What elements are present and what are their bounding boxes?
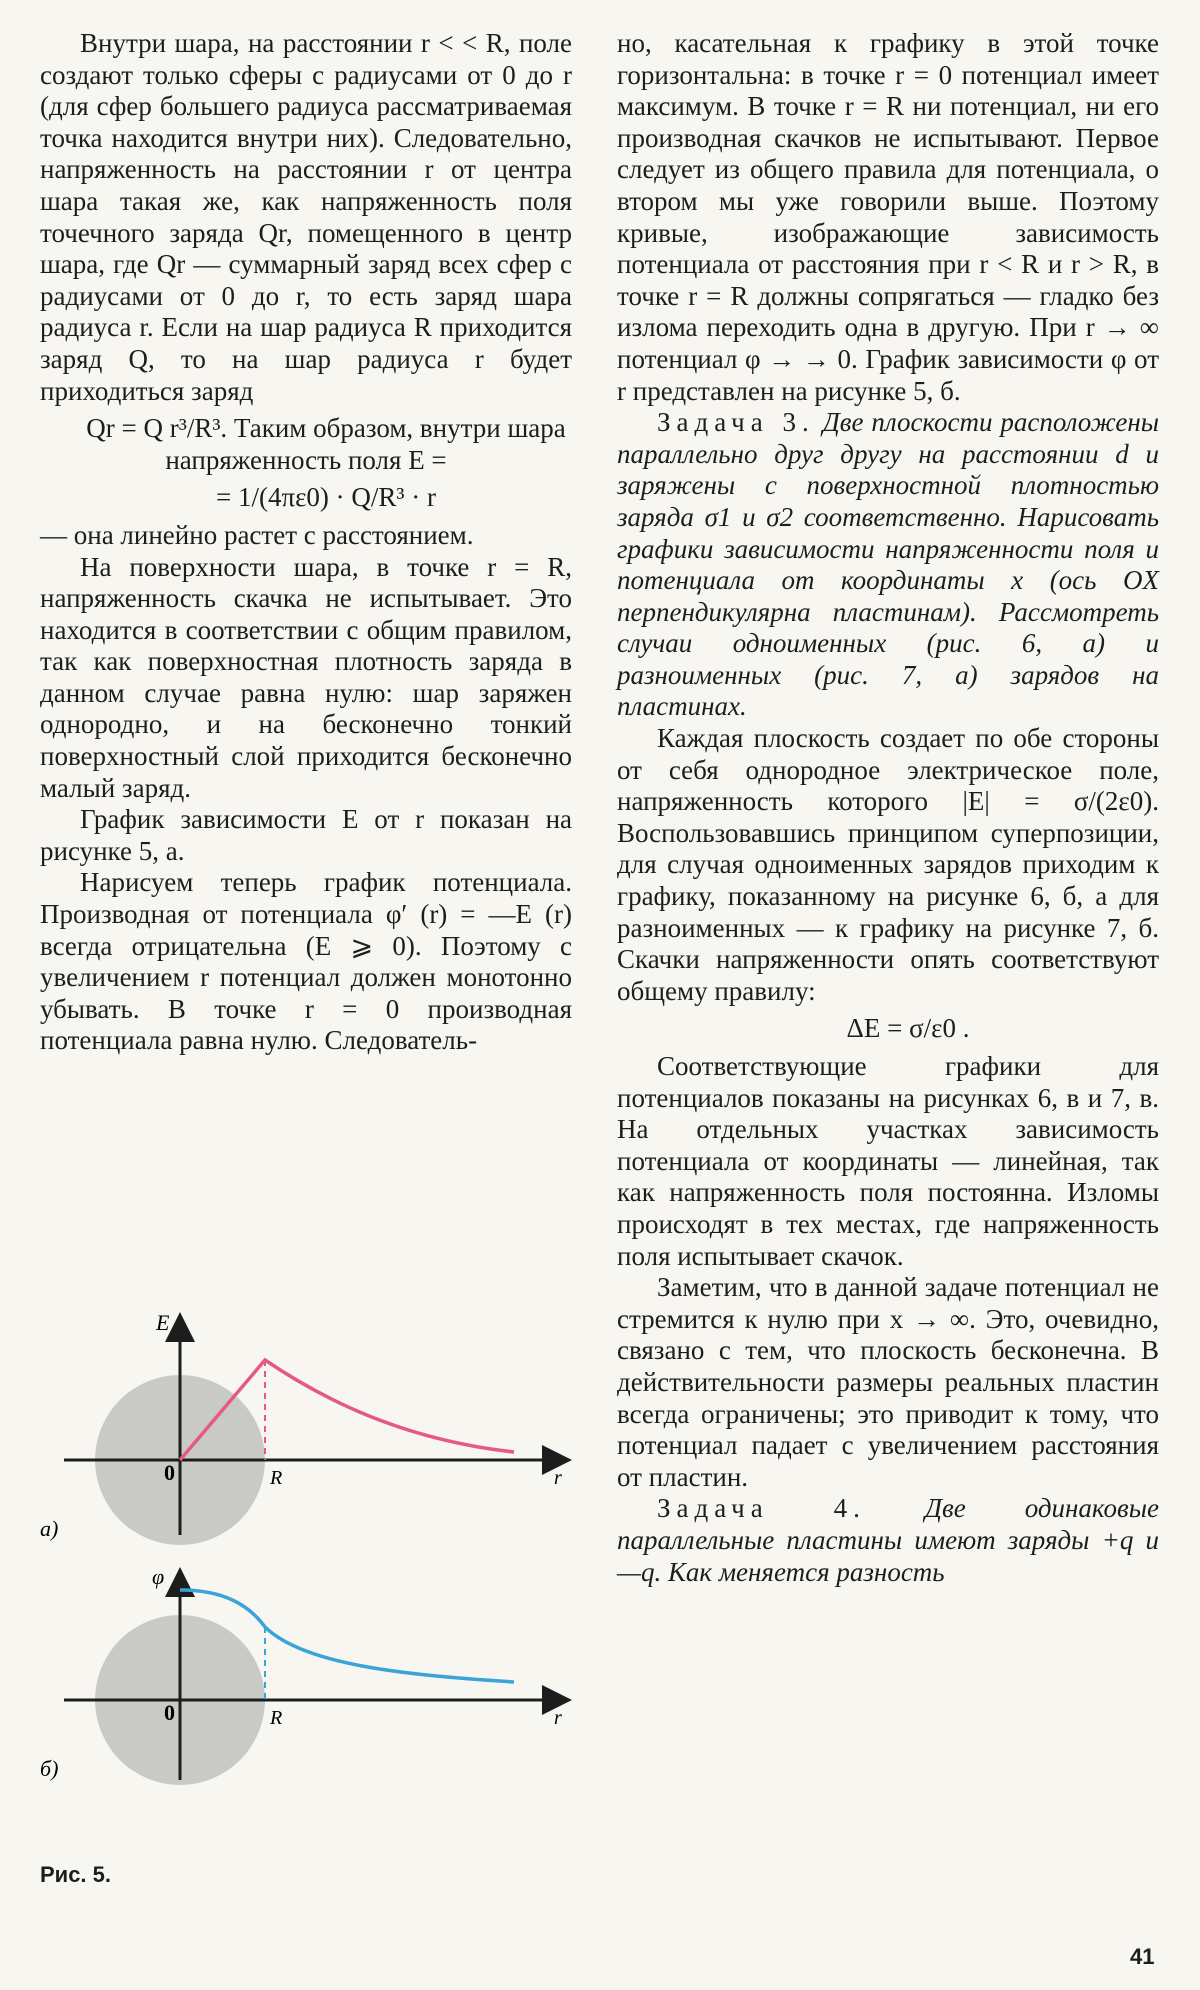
phi-axis-label: φ bbox=[152, 1564, 165, 1589]
origin-a: 0 bbox=[164, 1460, 175, 1485]
R-mark-a: R bbox=[270, 1467, 283, 1489]
left-column bbox=[40, 28, 572, 1057]
right-p2-cont: . Воспользовавшись принципом суперпозиции, для случая одноименных зарядов приходим к графику, показанному на рисунке 6, б, а для разноименных — к графику на рисунке 7, б. Скачки напряженности опять соответствуют общему правилу: bbox=[617, 786, 1159, 1006]
left-paragraph-3: График зависимости E от r показан на рисунке 5, а. bbox=[40, 804, 572, 866]
field-formula bbox=[40, 482, 572, 514]
label-b: б) bbox=[40, 1756, 59, 1781]
origin-b: 0 bbox=[164, 1700, 175, 1725]
task-3 bbox=[617, 407, 1159, 723]
field-magnitude-formula: |E| = σ/(2ε0) bbox=[962, 786, 1153, 817]
e-axis-label: E bbox=[156, 1310, 170, 1335]
charge-formula bbox=[40, 413, 572, 476]
left-paragraph-2: На поверхности шара, в точке r = R, напряженность скачка не испытывает. Это находится в соответствии с общим правилом, так как поверхностная плотность заряда в данном случае равна нулю: шар заряжен однородно, и на бесконечно тонкий поверхностный слой приходится бесконечно малый заряд. bbox=[40, 551, 572, 803]
page-number: 41 bbox=[1130, 1944, 1155, 1969]
r-label-a: r bbox=[554, 1467, 562, 1489]
charge-formula-text: Qr = Q r³/R³ bbox=[86, 413, 221, 444]
r-label-b: r bbox=[554, 1707, 562, 1729]
right-p2-text: Каждая плоскость создает по обе стороны от себя однородное электрическое поле, напряженность которого bbox=[617, 723, 1159, 817]
figure-caption: Рис. 5. bbox=[40, 1862, 112, 1887]
right-column bbox=[617, 28, 1159, 1588]
task-3-label: Задача 3. bbox=[657, 407, 815, 438]
left-p1-end: — она линейно растет с расстоянием. bbox=[40, 519, 474, 550]
figure-5 bbox=[24, 1290, 584, 1900]
R-mark-b: R bbox=[270, 1707, 283, 1729]
graph-b bbox=[40, 1564, 569, 1785]
right-paragraph-1: но, касательная к графику в этой точке горизонтальна: в точке r = 0 потенциал имеет максимум. В точке r = R ни потенциал, ни его производная скачков не испытывают. Первое следует из общего правила для потенциала, о втором мы уже говорили выше. Поэтому кривые, изображающие зависимость потенциала от расстояния при r < R и r > R, в точке r = R должны сопрягаться — гладко без излома переходить одна в другую. При r → ∞ потенциал φ → → 0. График зависимости φ от r представлен на рисунке 5, б. bbox=[617, 28, 1159, 406]
jump-formula: ΔE = σ/ε0 . bbox=[846, 1013, 970, 1044]
left-p1-text: Внутри шара, на расстоянии r < < R, поле создают только сферы с радиусами от 0 до r (для сфер большего радиуса рассматриваемая точка находится внутри них). Следовательно, напряженность на расстоянии r от центра шара такая же, как напряженность поля точечного заряда Qr, помещенного в центр шара, где Qr — суммарный заряд всех сфер с радиусами от 0 до r, то есть заряд шара радиуса r. Если на шар радиуса R приходится заряд Q, то на шар радиуса r будет приходиться заряд bbox=[40, 28, 572, 406]
task-3-text: Две плоскости расположены параллельно друг другу на расстоянии d и заряжены с поверхностной плотностью заряда σ1 и σ2 соответственно. Нарисовать графики зависимости напряженности поля и потенциала от координаты x (ось OX перпендикулярна пластинам). Рассмотреть случаи одноименных (рис. 6, а) и разноименных (рис. 7, а) зарядов на пластинах. bbox=[617, 407, 1159, 722]
task-4-text: Две одинаковые параллельные пластины имеют заряды +q и —q. Как меняется разность bbox=[617, 1493, 1159, 1587]
right-paragraph-2 bbox=[617, 723, 1159, 1045]
right-paragraph-3: Соответствующие графики для потенциалов показаны на рисунках 6, в и 7, в. На отдельных участках зависимость потенциала от координаты — линейная, так как напряженность поля постоянна. Изломы происходят в тех местах, где напряженность поля испытывает скачок. bbox=[617, 1051, 1159, 1271]
graph-a bbox=[40, 1310, 569, 1545]
left-p1-cont: . Таким образом, внутри шара напряженность поля E = bbox=[165, 413, 566, 475]
task-4 bbox=[617, 1493, 1159, 1588]
label-a: а) bbox=[40, 1516, 59, 1541]
field-formula-text: = 1/(4πε0) · Q/R³ · r bbox=[215, 482, 436, 513]
task-4-label: Задача 4. bbox=[657, 1493, 866, 1524]
left-paragraph-1 bbox=[40, 28, 572, 552]
right-paragraph-4: Заметим, что в данной задаче потенциал не стремится к нулю при x → ∞. Это, очевидно, связано с тем, что плоскость бесконечна. В действительности размеры реальных пластин всегда ограничены; это приводит к тому, что потенциал падает с увеличением расстояния от пластин. bbox=[617, 1272, 1159, 1492]
left-paragraph-4: Нарисуем теперь график потенциала. Производная от потенциала φ′ (r) = —E (r) всегда отрицательна (E ⩾ 0). Поэтому с увеличением r потенциал должен монотонно убывать. В точке r = 0 производная потенциала равна нулю. Следователь- bbox=[40, 867, 572, 1056]
